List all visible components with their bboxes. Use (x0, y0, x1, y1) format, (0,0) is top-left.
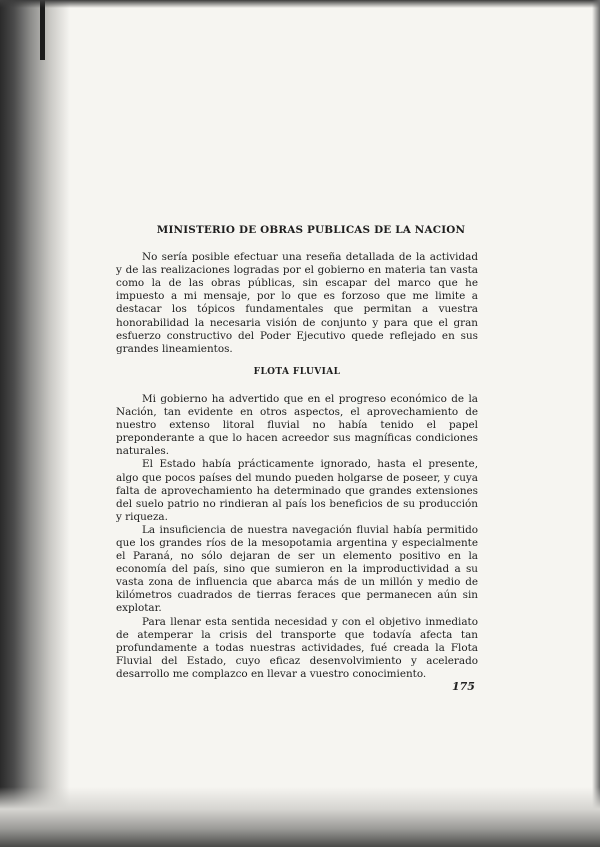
bottom-edge-shadow (0, 787, 600, 847)
binding-shadow (0, 0, 70, 847)
binding-mark (40, 0, 45, 60)
page-body (116, 224, 478, 681)
body-paragraph: Para llenar esta sentida necesidad y con el objetivo inmediato de atemperar la crisis del transporte que todavía afecta tan profundamente a todas nuestras actividades, fué creada la Flota Fluvial del Estado, cuyo eficaz desenvolvimiento y acelerado desarrollo me complazco en llevar a vuestro conocimiento. (116, 615, 478, 680)
right-edge-shadow (592, 0, 600, 847)
page-title: MINISTERIO DE OBRAS PUBLICAS DE LA NACION (156, 224, 466, 236)
body-paragraph: Mi gobierno ha advertido que en el progreso económico de la Nación, tan evidente en otros aspectos, el aprovechamiento de nuestro extenso litoral fluvial no había tenido el papel preponderante a que lo hacen acreedor sus magníficas condiciones naturales. (116, 392, 478, 458)
intro-paragraph: No sería posible efectuar una reseña detallada de la actividad y de las realizaciones logradas por el gobierno en materia tan vasta como la de las obras públicas, sin escapar del marco que he impuesto a mi mensaje, por lo que es forzoso que me limite a destacar los tópicos fundamentales que permitan a vuestra honorabilidad la necesaria visión de conjunto y para que el gran esfuerzo constructivo del Poder Ejecutivo quede reflejado en sus grandes lineamientos. (116, 251, 478, 355)
body-paragraph: El Estado había prácticamente ignorado, hasta el presente, algo que pocos países del mundo pueden holgarse de poseer, y cuya falta de aprovechamiento ha determinado que grandes extensiones del suelo patrio no rindieran al país los beneficios de su producción y riqueza. (116, 458, 478, 523)
top-edge-shadow (0, 0, 600, 8)
section-heading: FLOTA FLUVIAL (253, 366, 341, 377)
page-number: 175 (452, 680, 475, 693)
body-paragraph: La insuficiencia de nuestra navegación fluvial había permitido que los grandes ríos de la mesopotamia argentina y especialmente el Paraná, no sólo dejaran de ser un elemento positivo en la economía del país, sino que sumieron en la improductividad a su vasta zona de influencia que abarca más de un millón y medio de kilómetros cuadrados de tierras feraces que permanecen aún sin explotar. (116, 523, 478, 615)
